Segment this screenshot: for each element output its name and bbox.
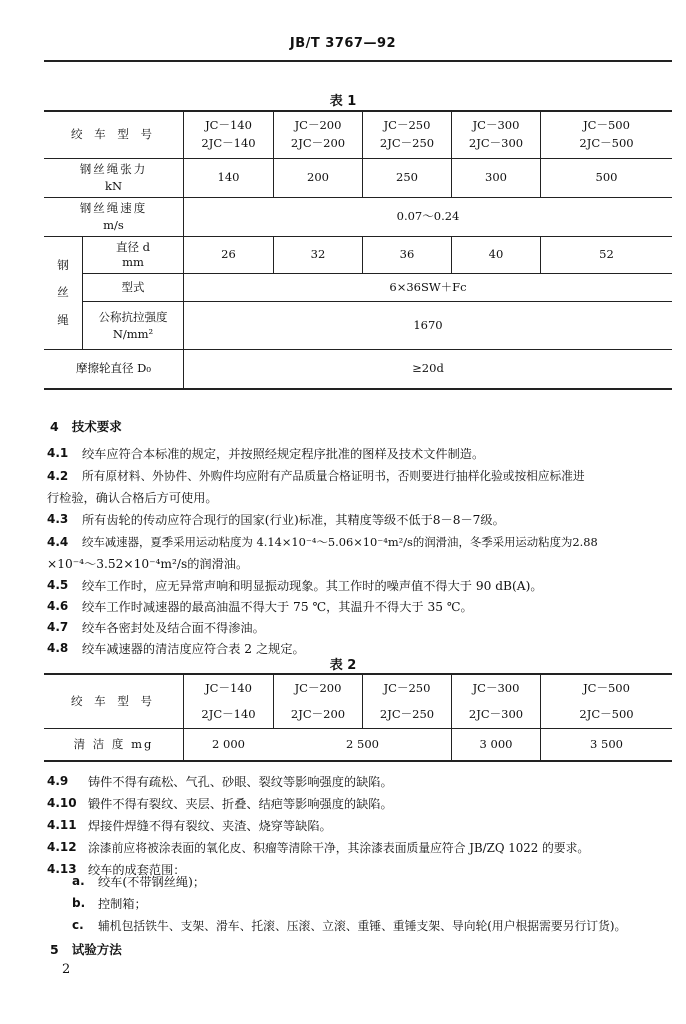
sub-c-text: 辅机包括铁牛、支架、滑车、托滚、压滚、立滚、重锤、重锤支架、导向轮(用户根据需要另行订货)。 (98, 919, 627, 933)
item-4-9-text: 铸件不得有疏松、气孔、砂眼、裂纹等影响强度的缺陷。 (88, 775, 393, 789)
item-4-5-text: 绞车工作时，应无异常声响和明显振动现象。其工作时的噪声值不得大于 90 dB(A)。 (82, 579, 543, 593)
t1-type-label: 型式 (121, 279, 145, 294)
item-4-8-text: 绞车减速器的清洁度应符合表 2 之规定。 (82, 642, 305, 656)
t2-clean-4: 3 500 (590, 736, 623, 751)
t1-diameter-label: 直径 d mm (115, 240, 151, 269)
item-4-11-text: 焊接件焊缝不得有裂纹、夹渣、烧穿等缺陷。 (88, 819, 332, 833)
t1-diameter-2: 32 (310, 247, 326, 262)
section4-heading: 4 技术要求 (50, 419, 122, 434)
t1-model-2: JC－200 2JC－200 (290, 118, 346, 150)
item-4-7-text: 绞车各密封处及结合面不得渗油。 (82, 621, 265, 635)
t1-pulley-label: 摩擦轮直径 D₀ (76, 361, 151, 376)
t1-tension-3: 250 (396, 170, 418, 185)
section5-heading: 5 试验方法 (50, 942, 122, 957)
sub-b-num: b. (72, 896, 86, 910)
item-4-4-cont: ×10⁻⁴～3.52×10⁻⁴m²/s的润滑油。 (47, 557, 249, 571)
t1-tension-1: 140 (217, 170, 240, 185)
page-number: 2 (62, 962, 71, 977)
t1-rope-group: 钢 丝 绳 (57, 257, 69, 327)
item-4-6-text: 绞车工作时减速器的最高油温不得大于 75 ℃，其温升不得大于 35 ℃。 (82, 600, 473, 614)
item-4-1-text: 绞车应符合本标准的规定，并按照经规定程序批准的图样及技术文件制造。 (82, 447, 485, 461)
item-4-8-num: 4.8 (47, 641, 69, 655)
t2-model-4: JC－300 2JC－300 (468, 681, 524, 721)
t2-model-5: JC－500 2JC－500 (579, 681, 634, 721)
item-4-10-text: 锻件不得有裂纹、夹层、折叠、结疤等影响强度的缺陷。 (88, 797, 393, 811)
t1-strength-value: 1670 (413, 317, 443, 332)
t2-clean-1: 2 000 (212, 736, 245, 751)
item-4-1-num: 4.1 (47, 446, 69, 460)
item-4-12-num: 4.12 (47, 840, 77, 854)
t2-clean-2: 2 500 (346, 736, 379, 751)
t1-model-1: JC－140 2JC－140 (201, 118, 256, 150)
t1-tension-5: 500 (595, 170, 618, 185)
t1-diameter-4: 40 (488, 247, 504, 262)
t1-diameter-5: 52 (599, 247, 614, 262)
item-4-3-text: 所有齿轮的传动应符合现行的国家(行业)标准，其精度等级不低于8－8－7级。 (82, 513, 505, 527)
t1-diameter-1: 26 (221, 247, 236, 262)
item-4-7-num: 4.7 (47, 620, 69, 634)
t1-model-3: JC－250 2JC－250 (379, 118, 435, 150)
item-4-3-num: 4.3 (47, 512, 69, 526)
t1-pulley-value: ≥20d (412, 361, 444, 376)
sub-a-num: a. (72, 874, 85, 888)
item-4-4-text: 绞车减速器，夏季采用运动粘度为 4.14×10⁻⁴～5.06×10⁻⁴m²/s的润滑油，冬季采用运动粘度为2.88 (82, 535, 598, 549)
sub-c-num: c. (72, 918, 84, 932)
t1-diameter-3: 36 (399, 247, 415, 262)
item-4-6-num: 4.6 (47, 599, 69, 613)
item-4-2-num: 4.2 (47, 469, 69, 483)
item-4-2-cont: 行检验，确认合格后方可使用。 (47, 491, 218, 505)
t2-models-label: 绞 车 型 号 (71, 693, 156, 708)
item-4-13-num: 4.13 (47, 862, 77, 876)
sub-b-text: 控制箱； (98, 897, 147, 911)
t1-model-5: JC－500 2JC－500 (579, 118, 634, 150)
item-4-2-text: 所有原材料、外协件、外购件均应附有产品质量合格证明书，否则要进行抽样化验或按相应标准进 (82, 469, 585, 483)
item-4-12-text: 涂漆前应将被涂表面的氧化皮、积瘤等清除干净，其涂漆表面质量应符合 JB/ZQ 1022 的要求。 (88, 841, 590, 855)
t1-models-label: 绞 车 型 号 (71, 126, 156, 141)
item-4-11-num: 4.11 (47, 818, 77, 832)
t2-clean-3: 3 000 (479, 736, 513, 751)
t2-clean-label: 清 洁 度 mg (73, 736, 154, 751)
t1-strength-label: 公称抗拉强度 N/mm² (98, 310, 168, 341)
t1-tension-2: 200 (307, 170, 329, 185)
table1-caption: 表 1 (329, 94, 357, 109)
item-4-4-num: 4.4 (47, 535, 69, 549)
t2-model-2: JC－200 2JC－200 (290, 681, 346, 721)
t1-model-4: JC－300 2JC－300 (468, 118, 524, 150)
t1-tension-4: 300 (485, 170, 507, 185)
t2-model-1: JC－140 2JC－140 (201, 681, 256, 721)
t1-speed-label: 钢丝绳速度 m/s (79, 200, 148, 232)
document-header: JB/T 3767—92 (289, 36, 397, 51)
table2-caption: 表 2 (329, 658, 357, 673)
t2-model-3: JC－250 2JC－250 (379, 681, 435, 721)
t1-type-value: 6×36SW＋Fc (389, 279, 467, 294)
t1-speed-value: 0.07～0.24 (396, 209, 460, 224)
item-4-13-text: 绞车的成套范围： (88, 863, 186, 877)
item-4-5-num: 4.5 (47, 578, 69, 592)
item-4-9-num: 4.9 (47, 774, 69, 788)
item-4-10-num: 4.10 (47, 796, 77, 810)
t1-tension-label: 钢丝绳张力 kN (79, 161, 148, 193)
header-rule (44, 60, 672, 62)
sub-a-text: 绞车(不带钢丝绳)； (98, 875, 206, 889)
